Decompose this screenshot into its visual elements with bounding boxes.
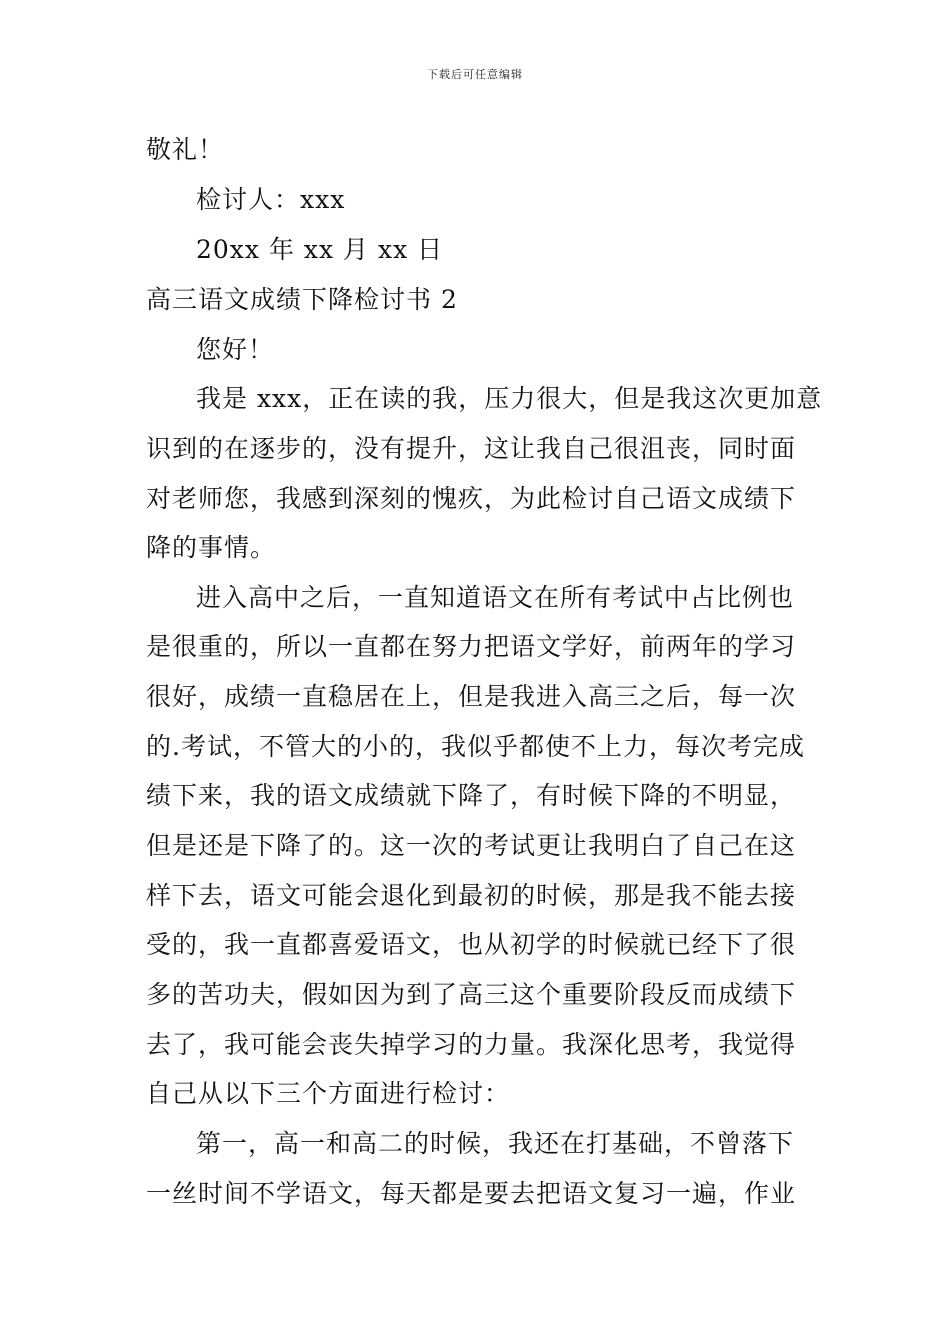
paragraph-line: 但是还是下降了的。这一次的考试更让我明白了自己在这 <box>146 831 797 860</box>
header-note: 下载后可任意编辑 <box>427 68 523 81</box>
closing-salute: 敬礼！ <box>146 135 225 164</box>
paragraph-line: 识到的在逐步的，没有提升，这让我自己很沮丧，同时面 <box>146 434 797 463</box>
paragraph-line: 第一，高一和高二的时候，我还在打基础，不曾落下 <box>196 1129 795 1158</box>
paragraph-line: 的.考试，不管大的小的，我似乎都使不上力，每次考完成 <box>146 732 805 761</box>
signature-date: 20xx 年 xx 月 xx 日 <box>196 235 444 264</box>
paragraph-line: 降的事情。 <box>146 533 277 562</box>
section-title: 高三语文成绩下降检讨书 2 <box>146 285 458 314</box>
paragraph-line: 进入高中之后，一直知道语文在所有考试中占比例也 <box>196 583 795 612</box>
paragraph-line: 受的，我一直都喜爱语文，也从初学的时候就已经下了很 <box>146 930 797 959</box>
paragraph-line: 样下去，语文可能会退化到最初的时候，那是我不能去接 <box>146 881 797 910</box>
paragraph-line: 绩下来，我的语文成绩就下降了，有时候下降的不明显， <box>146 781 797 810</box>
signature-name: 检讨人：xxx <box>196 185 346 214</box>
paragraph-line: 多的苦功夫，假如因为到了高三这个重要阶段反而成绩下 <box>146 980 797 1009</box>
greeting: 您好！ <box>196 335 275 364</box>
paragraph-line: 去了，我可能会丧失掉学习的力量。我深化思考，我觉得 <box>146 1030 797 1059</box>
paragraph-line: 一丝时间不学语文，每天都是要去把语文复习一遍，作业 <box>146 1179 797 1208</box>
paragraph-line: 是很重的，所以一直都在努力把语文学好，前两年的学习 <box>146 632 797 661</box>
paragraph-line: 很好，成绩一直稳居在上，但是我进入高三之后，每一次 <box>146 682 797 711</box>
paragraph-line: 自己从以下三个方面进行检讨： <box>146 1079 511 1108</box>
paragraph-line: 对老师您，我感到深刻的愧疚，为此检讨自己语文成绩下 <box>146 484 797 513</box>
paragraph-line: 我是 xxx，正在读的我，压力很大，但是我这次更加意 <box>196 384 823 413</box>
